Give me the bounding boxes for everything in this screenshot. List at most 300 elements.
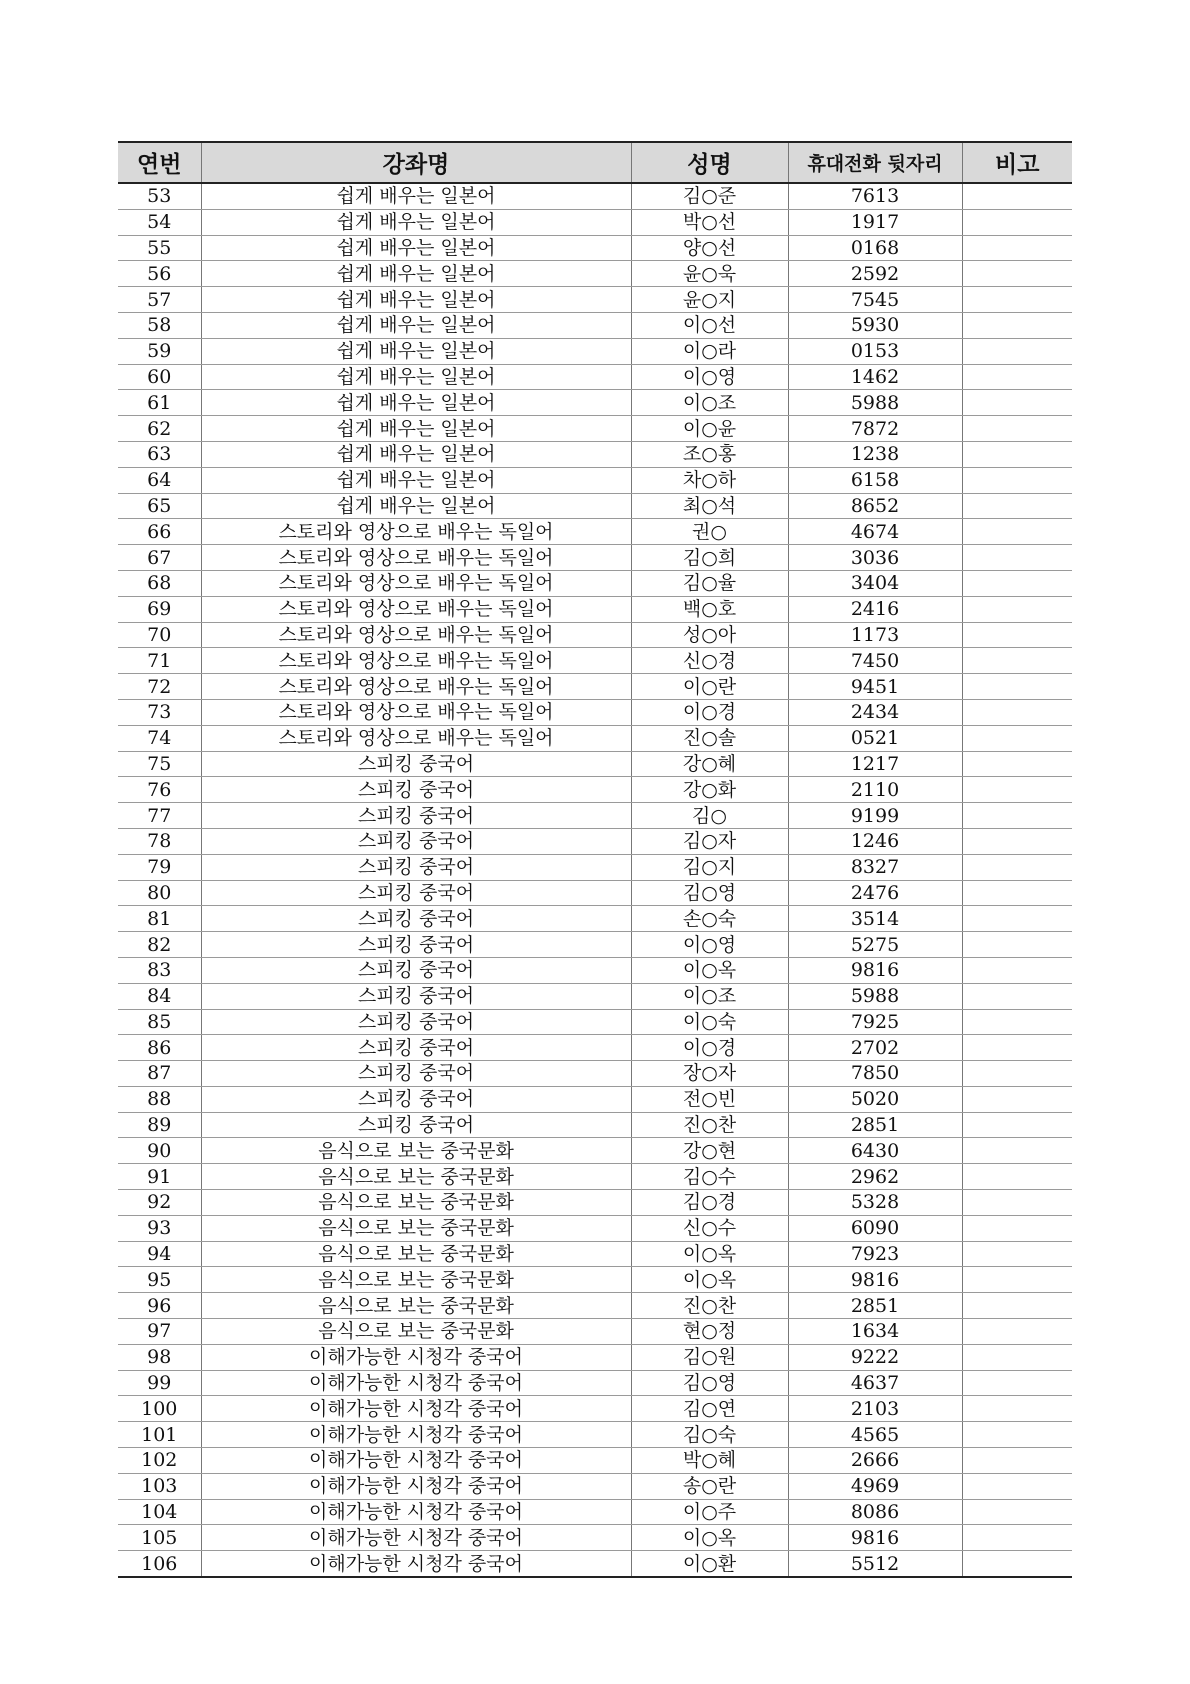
cell-phone-last-digits: 9222	[788, 1344, 962, 1370]
cell-person-name: 박○선	[631, 209, 788, 235]
cell-course-name: 쉽게 배우는 일본어	[201, 261, 631, 287]
table-row	[118, 1422, 1072, 1448]
cell-note	[962, 1319, 1072, 1345]
cell-number: 85	[118, 1009, 201, 1035]
header-note: 비고	[962, 142, 1072, 183]
cell-phone-last-digits: 0521	[788, 725, 962, 751]
cell-person-name: 최○석	[631, 493, 788, 519]
cell-number: 67	[118, 545, 201, 571]
cell-number: 90	[118, 1138, 201, 1164]
table-row	[118, 1267, 1072, 1293]
cell-course-name: 스토리와 영상으로 배우는 독일어	[201, 699, 631, 725]
cell-phone-last-digits: 7450	[788, 648, 962, 674]
cell-course-name: 음식으로 보는 중국문화	[201, 1267, 631, 1293]
cell-person-name: 성○아	[631, 622, 788, 648]
cell-phone-last-digits: 9816	[788, 957, 962, 983]
cell-course-name: 쉽게 배우는 일본어	[201, 183, 631, 209]
cell-course-name: 음식으로 보는 중국문화	[201, 1215, 631, 1241]
cell-number: 70	[118, 622, 201, 648]
cell-person-name: 이○숙	[631, 1009, 788, 1035]
cell-number: 78	[118, 828, 201, 854]
cell-number: 86	[118, 1035, 201, 1061]
cell-course-name: 스피킹 중국어	[201, 880, 631, 906]
cell-number: 74	[118, 725, 201, 751]
cell-course-name: 쉽게 배우는 일본어	[201, 493, 631, 519]
cell-note	[962, 983, 1072, 1009]
cell-number: 99	[118, 1370, 201, 1396]
cell-note	[962, 906, 1072, 932]
cell-course-name: 스토리와 영상으로 배우는 독일어	[201, 570, 631, 596]
cell-phone-last-digits: 8652	[788, 493, 962, 519]
cell-note	[962, 1396, 1072, 1422]
table-row	[118, 519, 1072, 545]
cell-phone-last-digits: 5512	[788, 1551, 962, 1577]
cell-note	[962, 519, 1072, 545]
table-row	[118, 1215, 1072, 1241]
cell-note	[962, 1551, 1072, 1577]
cell-note	[962, 1086, 1072, 1112]
cell-phone-last-digits: 6430	[788, 1138, 962, 1164]
table-row	[118, 493, 1072, 519]
cell-phone-last-digits: 1462	[788, 364, 962, 390]
table-row	[118, 545, 1072, 571]
cell-person-name: 송○란	[631, 1473, 788, 1499]
cell-person-name: 이○옥	[631, 1241, 788, 1267]
cell-number: 69	[118, 596, 201, 622]
cell-course-name: 음식으로 보는 중국문화	[201, 1164, 631, 1190]
cell-person-name: 이○란	[631, 674, 788, 700]
cell-person-name: 박○혜	[631, 1448, 788, 1474]
cell-course-name: 이해가능한 시청각 중국어	[201, 1370, 631, 1396]
cell-number: 73	[118, 699, 201, 725]
table-row	[118, 932, 1072, 958]
cell-note	[962, 957, 1072, 983]
cell-course-name: 쉽게 배우는 일본어	[201, 312, 631, 338]
cell-number: 84	[118, 983, 201, 1009]
cell-person-name: 이○옥	[631, 1525, 788, 1551]
cell-number: 79	[118, 854, 201, 880]
table-row	[118, 596, 1072, 622]
cell-number: 58	[118, 312, 201, 338]
cell-note	[962, 1061, 1072, 1087]
cell-number: 96	[118, 1293, 201, 1319]
cell-person-name: 김○희	[631, 545, 788, 571]
cell-phone-last-digits: 2702	[788, 1035, 962, 1061]
cell-note	[962, 545, 1072, 571]
cell-course-name: 이해가능한 시청각 중국어	[201, 1551, 631, 1577]
cell-note	[962, 1241, 1072, 1267]
cell-person-name: 윤○지	[631, 287, 788, 313]
cell-note	[962, 467, 1072, 493]
cell-phone-last-digits: 1217	[788, 751, 962, 777]
cell-phone-last-digits: 0168	[788, 235, 962, 261]
cell-note	[962, 209, 1072, 235]
cell-number: 59	[118, 338, 201, 364]
cell-number: 88	[118, 1086, 201, 1112]
cell-number: 103	[118, 1473, 201, 1499]
header-phone-last-digits: 휴대전화 뒷자리	[788, 142, 962, 183]
table-row	[118, 416, 1072, 442]
cell-number: 55	[118, 235, 201, 261]
cell-course-name: 쉽게 배우는 일본어	[201, 416, 631, 442]
cell-phone-last-digits: 2416	[788, 596, 962, 622]
cell-number: 57	[118, 287, 201, 313]
cell-number: 82	[118, 932, 201, 958]
cell-person-name: 장○자	[631, 1061, 788, 1087]
cell-number: 60	[118, 364, 201, 390]
cell-number: 98	[118, 1344, 201, 1370]
header-number: 연번	[118, 142, 201, 183]
cell-course-name: 음식으로 보는 중국문화	[201, 1319, 631, 1345]
cell-note	[962, 777, 1072, 803]
table-body	[118, 183, 1072, 1577]
cell-phone-last-digits: 7613	[788, 183, 962, 209]
table-row	[118, 1344, 1072, 1370]
cell-note	[962, 1009, 1072, 1035]
cell-number: 68	[118, 570, 201, 596]
table-row	[118, 1035, 1072, 1061]
cell-phone-last-digits: 2103	[788, 1396, 962, 1422]
cell-course-name: 스토리와 영상으로 배우는 독일어	[201, 725, 631, 751]
cell-phone-last-digits: 5930	[788, 312, 962, 338]
cell-number: 62	[118, 416, 201, 442]
cell-note	[962, 493, 1072, 519]
cell-course-name: 음식으로 보는 중국문화	[201, 1138, 631, 1164]
cell-note	[962, 803, 1072, 829]
cell-phone-last-digits: 9451	[788, 674, 962, 700]
header-row	[118, 142, 1072, 183]
cell-phone-last-digits: 7872	[788, 416, 962, 442]
table-row	[118, 699, 1072, 725]
cell-person-name: 진○찬	[631, 1293, 788, 1319]
cell-person-name: 이○옥	[631, 957, 788, 983]
table-row	[118, 674, 1072, 700]
cell-person-name: 이○조	[631, 983, 788, 1009]
table-row	[118, 1551, 1072, 1577]
cell-person-name: 강○현	[631, 1138, 788, 1164]
cell-number: 56	[118, 261, 201, 287]
cell-person-name: 김○준	[631, 183, 788, 209]
cell-person-name: 이○조	[631, 390, 788, 416]
cell-course-name: 스피킹 중국어	[201, 1009, 631, 1035]
table-row	[118, 570, 1072, 596]
cell-person-name: 김○	[631, 803, 788, 829]
cell-phone-last-digits: 1634	[788, 1319, 962, 1345]
cell-phone-last-digits: 9816	[788, 1267, 962, 1293]
cell-number: 71	[118, 648, 201, 674]
cell-note	[962, 699, 1072, 725]
table-row	[118, 1164, 1072, 1190]
cell-person-name: 신○수	[631, 1215, 788, 1241]
cell-note	[962, 1525, 1072, 1551]
table-row	[118, 803, 1072, 829]
cell-note	[962, 854, 1072, 880]
cell-person-name: 이○라	[631, 338, 788, 364]
cell-number: 100	[118, 1396, 201, 1422]
cell-person-name: 김○연	[631, 1396, 788, 1422]
cell-course-name: 스피킹 중국어	[201, 828, 631, 854]
cell-course-name: 음식으로 보는 중국문화	[201, 1190, 631, 1216]
cell-number: 77	[118, 803, 201, 829]
cell-note	[962, 1422, 1072, 1448]
cell-number: 97	[118, 1319, 201, 1345]
cell-person-name: 김○자	[631, 828, 788, 854]
cell-note	[962, 725, 1072, 751]
cell-course-name: 쉽게 배우는 일본어	[201, 209, 631, 235]
cell-course-name: 스피킹 중국어	[201, 906, 631, 932]
cell-note	[962, 338, 1072, 364]
cell-note	[962, 880, 1072, 906]
cell-phone-last-digits: 2851	[788, 1112, 962, 1138]
cell-course-name: 스토리와 영상으로 배우는 독일어	[201, 622, 631, 648]
cell-phone-last-digits: 5020	[788, 1086, 962, 1112]
table-row	[118, 957, 1072, 983]
cell-phone-last-digits: 1246	[788, 828, 962, 854]
cell-course-name: 이해가능한 시청각 중국어	[201, 1499, 631, 1525]
cell-note	[962, 648, 1072, 674]
cell-course-name: 쉽게 배우는 일본어	[201, 235, 631, 261]
table-row	[118, 983, 1072, 1009]
cell-number: 104	[118, 1499, 201, 1525]
cell-person-name: 강○화	[631, 777, 788, 803]
cell-person-name: 이○옥	[631, 1267, 788, 1293]
cell-person-name: 차○하	[631, 467, 788, 493]
cell-note	[962, 235, 1072, 261]
cell-number: 76	[118, 777, 201, 803]
cell-course-name: 스토리와 영상으로 배우는 독일어	[201, 674, 631, 700]
cell-person-name: 김○율	[631, 570, 788, 596]
table-row	[118, 1499, 1072, 1525]
cell-note	[962, 416, 1072, 442]
cell-number: 63	[118, 441, 201, 467]
cell-course-name: 쉽게 배우는 일본어	[201, 364, 631, 390]
cell-phone-last-digits: 2434	[788, 699, 962, 725]
table-row	[118, 1009, 1072, 1035]
cell-phone-last-digits: 1173	[788, 622, 962, 648]
cell-note	[962, 596, 1072, 622]
cell-phone-last-digits: 5275	[788, 932, 962, 958]
cell-number: 87	[118, 1061, 201, 1087]
table-row	[118, 287, 1072, 313]
cell-phone-last-digits: 6090	[788, 1215, 962, 1241]
table-row	[118, 441, 1072, 467]
cell-course-name: 쉽게 배우는 일본어	[201, 467, 631, 493]
table-row	[118, 1061, 1072, 1087]
cell-course-name: 스토리와 영상으로 배우는 독일어	[201, 596, 631, 622]
table-row	[118, 390, 1072, 416]
cell-note	[962, 622, 1072, 648]
cell-phone-last-digits: 3514	[788, 906, 962, 932]
cell-person-name: 김○경	[631, 1190, 788, 1216]
cell-note	[962, 1112, 1072, 1138]
table-row	[118, 235, 1072, 261]
cell-note	[962, 751, 1072, 777]
cell-phone-last-digits: 2592	[788, 261, 962, 287]
cell-note	[962, 1164, 1072, 1190]
cell-note	[962, 1370, 1072, 1396]
cell-phone-last-digits: 4637	[788, 1370, 962, 1396]
cell-course-name: 스피킹 중국어	[201, 803, 631, 829]
cell-number: 94	[118, 1241, 201, 1267]
cell-phone-last-digits: 2476	[788, 880, 962, 906]
cell-number: 105	[118, 1525, 201, 1551]
cell-note	[962, 1138, 1072, 1164]
cell-note	[962, 1499, 1072, 1525]
cell-person-name: 신○경	[631, 648, 788, 674]
table-header	[118, 142, 1072, 183]
cell-note	[962, 1344, 1072, 1370]
table-row	[118, 1112, 1072, 1138]
cell-course-name: 스피킹 중국어	[201, 1112, 631, 1138]
cell-number: 64	[118, 467, 201, 493]
cell-note	[962, 287, 1072, 313]
cell-course-name: 스토리와 영상으로 배우는 독일어	[201, 648, 631, 674]
cell-person-name: 김○지	[631, 854, 788, 880]
cell-number: 72	[118, 674, 201, 700]
cell-phone-last-digits: 7850	[788, 1061, 962, 1087]
cell-number: 101	[118, 1422, 201, 1448]
table-row	[118, 1525, 1072, 1551]
cell-person-name: 김○영	[631, 880, 788, 906]
cell-number: 66	[118, 519, 201, 545]
table-row	[118, 751, 1072, 777]
cell-course-name: 이해가능한 시청각 중국어	[201, 1473, 631, 1499]
cell-course-name: 스피킹 중국어	[201, 932, 631, 958]
cell-number: 102	[118, 1448, 201, 1474]
cell-course-name: 쉽게 배우는 일본어	[201, 287, 631, 313]
cell-note	[962, 1473, 1072, 1499]
table-row	[118, 777, 1072, 803]
cell-note	[962, 1293, 1072, 1319]
table-row	[118, 1370, 1072, 1396]
table-row	[118, 338, 1072, 364]
table-row	[118, 1396, 1072, 1422]
cell-note	[962, 261, 1072, 287]
cell-number: 61	[118, 390, 201, 416]
cell-phone-last-digits: 9816	[788, 1525, 962, 1551]
cell-note	[962, 1190, 1072, 1216]
cell-person-name: 현○정	[631, 1319, 788, 1345]
cell-number: 95	[118, 1267, 201, 1293]
cell-course-name: 스토리와 영상으로 배우는 독일어	[201, 519, 631, 545]
cell-person-name: 조○홍	[631, 441, 788, 467]
cell-phone-last-digits: 0153	[788, 338, 962, 364]
cell-course-name: 스피킹 중국어	[201, 751, 631, 777]
cell-note	[962, 1215, 1072, 1241]
cell-number: 54	[118, 209, 201, 235]
cell-person-name: 이○환	[631, 1551, 788, 1577]
cell-person-name: 김○원	[631, 1344, 788, 1370]
cell-phone-last-digits: 4969	[788, 1473, 962, 1499]
cell-person-name: 강○혜	[631, 751, 788, 777]
header-person-name: 성명	[631, 142, 788, 183]
table-row	[118, 1241, 1072, 1267]
cell-course-name: 이해가능한 시청각 중국어	[201, 1344, 631, 1370]
cell-person-name: 진○찬	[631, 1112, 788, 1138]
table-row	[118, 906, 1072, 932]
cell-note	[962, 1448, 1072, 1474]
cell-number: 91	[118, 1164, 201, 1190]
cell-number: 81	[118, 906, 201, 932]
cell-number: 65	[118, 493, 201, 519]
cell-course-name: 이해가능한 시청각 중국어	[201, 1422, 631, 1448]
cell-phone-last-digits: 1917	[788, 209, 962, 235]
cell-person-name: 이○윤	[631, 416, 788, 442]
table-row	[118, 1473, 1072, 1499]
cell-note	[962, 390, 1072, 416]
cell-phone-last-digits: 5328	[788, 1190, 962, 1216]
cell-course-name: 스피킹 중국어	[201, 1061, 631, 1087]
header-course-name: 강좌명	[201, 142, 631, 183]
cell-note	[962, 674, 1072, 700]
cell-number: 92	[118, 1190, 201, 1216]
cell-course-name: 스피킹 중국어	[201, 1086, 631, 1112]
cell-phone-last-digits: 3036	[788, 545, 962, 571]
table-row	[118, 1293, 1072, 1319]
cell-course-name: 쉽게 배우는 일본어	[201, 338, 631, 364]
cell-person-name: 이○영	[631, 364, 788, 390]
cell-number: 106	[118, 1551, 201, 1577]
cell-person-name: 손○숙	[631, 906, 788, 932]
table-row	[118, 183, 1072, 209]
cell-phone-last-digits: 7923	[788, 1241, 962, 1267]
cell-number: 75	[118, 751, 201, 777]
cell-course-name: 이해가능한 시청각 중국어	[201, 1448, 631, 1474]
cell-person-name: 이○영	[631, 932, 788, 958]
cell-number: 89	[118, 1112, 201, 1138]
cell-phone-last-digits: 2962	[788, 1164, 962, 1190]
enrollment-table	[118, 141, 1072, 1578]
cell-phone-last-digits: 2851	[788, 1293, 962, 1319]
cell-person-name: 김○영	[631, 1370, 788, 1396]
table-row	[118, 648, 1072, 674]
cell-phone-last-digits: 5988	[788, 983, 962, 1009]
cell-person-name: 윤○욱	[631, 261, 788, 287]
cell-course-name: 음식으로 보는 중국문화	[201, 1241, 631, 1267]
table-row	[118, 1319, 1072, 1345]
cell-person-name: 전○빈	[631, 1086, 788, 1112]
cell-person-name: 양○선	[631, 235, 788, 261]
cell-person-name: 이○경	[631, 1035, 788, 1061]
cell-person-name: 김○수	[631, 1164, 788, 1190]
cell-phone-last-digits: 8086	[788, 1499, 962, 1525]
cell-course-name: 쉽게 배우는 일본어	[201, 390, 631, 416]
cell-course-name: 스피킹 중국어	[201, 777, 631, 803]
table-row	[118, 1190, 1072, 1216]
cell-note	[962, 1267, 1072, 1293]
cell-phone-last-digits: 2110	[788, 777, 962, 803]
cell-course-name: 이해가능한 시청각 중국어	[201, 1396, 631, 1422]
table-row	[118, 1138, 1072, 1164]
cell-phone-last-digits: 9199	[788, 803, 962, 829]
cell-note	[962, 932, 1072, 958]
cell-phone-last-digits: 8327	[788, 854, 962, 880]
cell-phone-last-digits: 6158	[788, 467, 962, 493]
cell-course-name: 스피킹 중국어	[201, 1035, 631, 1061]
table-row	[118, 261, 1072, 287]
cell-number: 83	[118, 957, 201, 983]
table-row	[118, 467, 1072, 493]
cell-course-name: 스피킹 중국어	[201, 854, 631, 880]
table-row	[118, 312, 1072, 338]
cell-phone-last-digits: 4674	[788, 519, 962, 545]
cell-note	[962, 312, 1072, 338]
table-row	[118, 622, 1072, 648]
cell-course-name: 쉽게 배우는 일본어	[201, 441, 631, 467]
cell-number: 80	[118, 880, 201, 906]
table-row	[118, 725, 1072, 751]
cell-phone-last-digits: 3404	[788, 570, 962, 596]
